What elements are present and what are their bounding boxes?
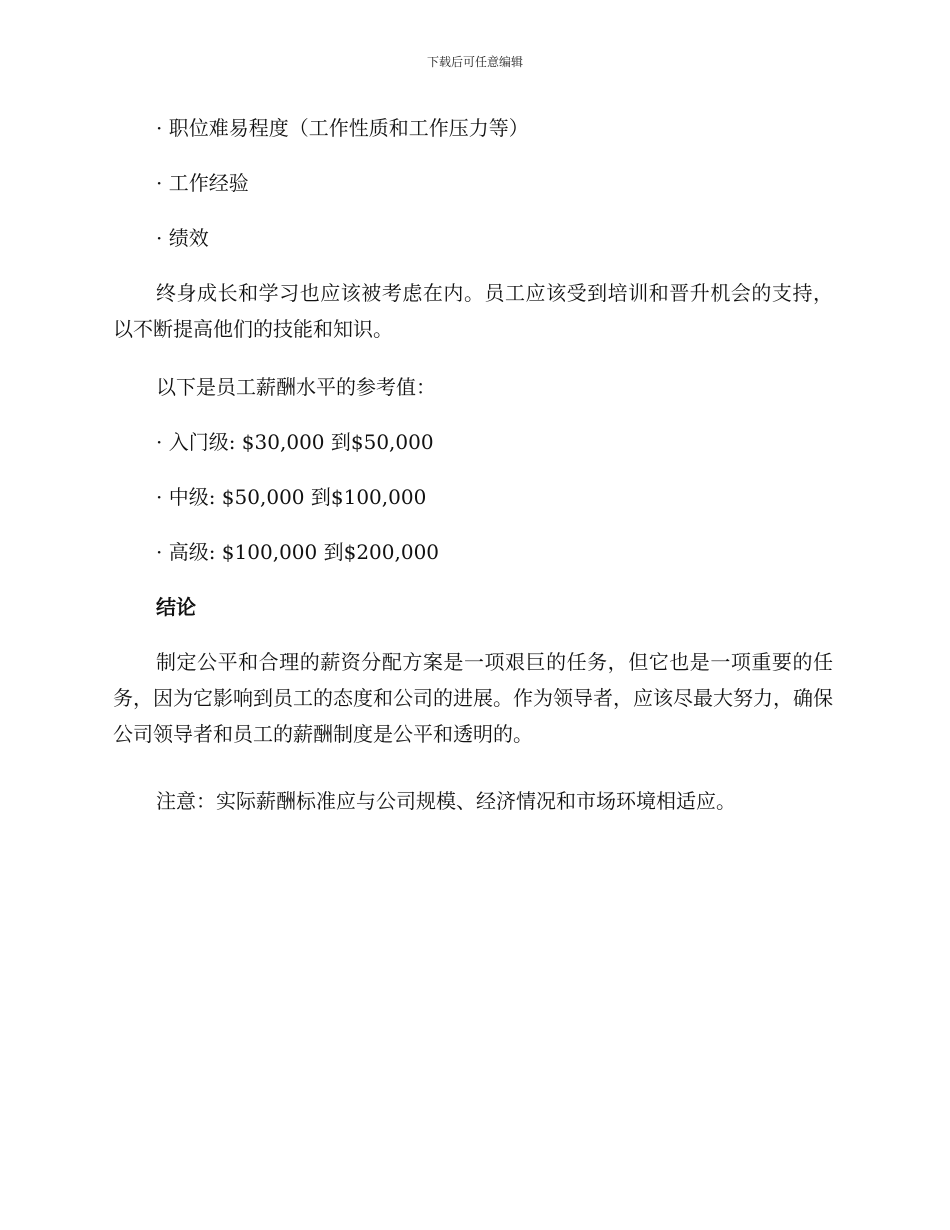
- factor-item-experience: · 工作经验: [156, 171, 249, 195]
- salary-level-senior: · 高级: $100,000 到$200,000: [156, 540, 440, 564]
- conclusion-heading: 结论: [156, 595, 196, 619]
- conclusion-paragraph: 制定公平和合理的薪资分配方案是一项艰巨的任务，但它也是一项重要的任务，因为它影响到员工的态度和公司的进展。作为领导者，应该尽最大努力，确保公司领导者和员工的薪酬制度是公平和透明的。: [113, 650, 833, 746]
- salary-level-mid: · 中级: $50,000 到$100,000: [156, 485, 427, 509]
- factor-item-performance: · 绩效: [156, 226, 209, 250]
- page-header: 下载后可任意编辑: [426, 55, 523, 69]
- paragraph-growth: 终身成长和学习也应该被考虑在内。员工应该受到培训和晋升机会的支持，以不断提高他们的技能和知识。: [113, 281, 833, 341]
- salary-level-entry: · 入门级: $30,000 到$50,000: [156, 430, 434, 454]
- factor-item-difficulty: · 职位难易程度（工作性质和工作压力等）: [156, 116, 529, 140]
- salary-note: 注意：实际薪酬标准应与公司规模、经济情况和市场环境相适应。: [156, 789, 736, 813]
- salary-intro: 以下是员工薪酬水平的参考值：: [156, 375, 436, 399]
